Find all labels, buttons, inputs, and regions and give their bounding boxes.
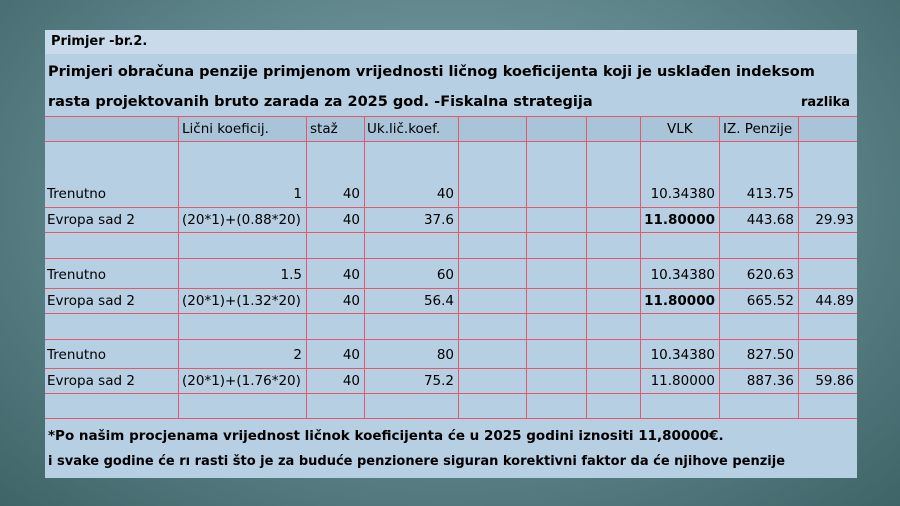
row-1-label: Trenutno [47, 186, 107, 202]
row-6-iz: 887.36 [746, 373, 794, 389]
header-vlk: VLK [667, 121, 693, 137]
grid-line [45, 207, 857, 208]
row-6-razlika: 59.86 [815, 373, 854, 389]
row-5-staz: 40 [342, 347, 360, 363]
grid-line [45, 116, 857, 117]
row-4-vlk: 11.80000 [644, 293, 715, 309]
row-2-iz: 443.68 [746, 212, 794, 228]
row-6-staz: 40 [342, 373, 360, 389]
row-4-staz: 40 [342, 293, 360, 309]
row-5-vlk: 10.34380 [650, 347, 715, 363]
row-5-uk: 80 [436, 347, 454, 363]
row-4-koef: (20*1)+(1.32*20) [182, 293, 301, 309]
row-4-iz: 665.52 [746, 293, 794, 309]
row-3-staz: 40 [342, 267, 360, 283]
header-staz: staž [310, 121, 338, 137]
grid-line [45, 393, 857, 394]
row-6-vlk: 11.80000 [650, 373, 715, 389]
grid-line [45, 339, 857, 340]
row-5-iz: 827.50 [746, 347, 794, 363]
row-6-label: Evropa sad 2 [47, 373, 135, 389]
row-2-uk: 37.6 [423, 212, 454, 228]
row-1-uk: 40 [436, 186, 454, 202]
row-6-koef: (20*1)+(1.76*20) [182, 373, 301, 389]
grid-line [45, 258, 857, 259]
row-4-uk: 56.4 [423, 293, 454, 309]
grid-line [45, 368, 857, 369]
row-3-vlk: 10.34380 [650, 267, 715, 283]
row-1-koef: 1 [293, 186, 302, 202]
row-2-vlk: 11.80000 [644, 212, 715, 228]
example-title: Primjer -br.2. [51, 34, 148, 49]
row-2-koef: (20*1)+(0.88*20) [182, 212, 301, 228]
heading-line-2: rasta projektovanih bruto zarada za 2025 god. -Fiskalna strategija [48, 94, 593, 110]
row-4-label: Evropa sad 2 [47, 293, 135, 309]
row-3-iz: 620.63 [746, 267, 794, 283]
row-1-iz: 413.75 [746, 186, 794, 202]
grid-line [458, 116, 459, 418]
row-2-razlika: 29.93 [815, 212, 854, 228]
grid-line [45, 313, 857, 314]
row-3-label: Trenutno [47, 267, 107, 283]
row-5-label: Trenutno [47, 347, 107, 363]
header-licni-koef: Lični koeficij. [182, 121, 269, 137]
row-6-uk: 75.2 [423, 373, 454, 389]
grid-line [526, 116, 527, 418]
row-2-label: Evropa sad 2 [47, 212, 135, 228]
header-uk-lic-koef: Uk.lič.koef. [367, 121, 441, 137]
footnote-line-2: i svake godine će rı rasti što je za buduće penzionere siguran korektivni faktor da će njihove penzije [48, 454, 786, 469]
grid-line [45, 232, 857, 233]
row-3-koef: 1.5 [280, 267, 302, 283]
row-4-razlika: 44.89 [815, 293, 854, 309]
footnote-line-1: *Po našim procjenama vrijednost ličnok koeficijenta će u 2025 godini iznositi 11,80000€. [48, 428, 724, 444]
grid-line [45, 288, 857, 289]
row-2-staz: 40 [342, 212, 360, 228]
heading-line-1: Primjeri obračuna penzije primjenom vrijednosti ličnog koeficijenta koji je usklađen indeksom [48, 64, 815, 80]
header-iz-penzije: IZ. Penzije [723, 121, 793, 137]
slide [45, 30, 857, 478]
title-bar [45, 30, 857, 54]
grid-line [45, 141, 857, 142]
row-5-koef: 2 [293, 347, 302, 363]
razlika-label: razlika [801, 95, 851, 110]
row-3-uk: 60 [436, 267, 454, 283]
grid-line [586, 116, 587, 418]
row-1-staz: 40 [342, 186, 360, 202]
row-1-vlk: 10.34380 [650, 186, 715, 202]
grid-line [45, 418, 857, 419]
